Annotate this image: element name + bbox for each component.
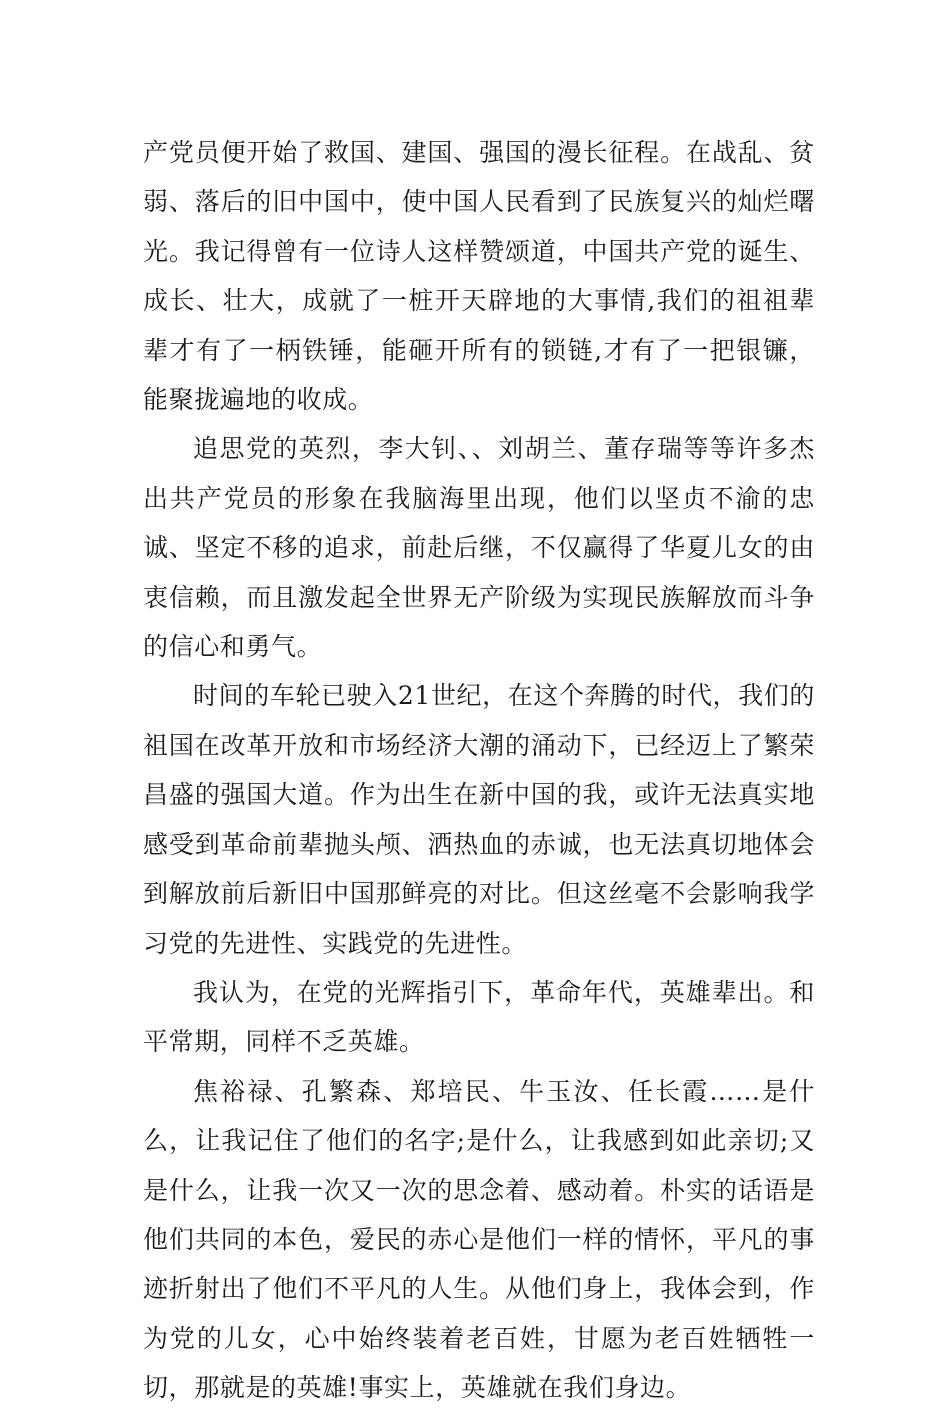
paragraph-2: 追思党的英烈，李大钊、、刘胡兰、董存瑞等等许多杰出共产党员的形象在我脑海里出现，他们以坚贞不渝的忠诚、坚定不移的追求，前赴后继，不仅赢得了华夏儿女的由衷信赖，而且激发起全世界无产阶级为实现民族解放而斗争的信心和勇气。 (143, 434, 815, 662)
paragraph-3: 时间的车轮已驶入21世纪，在这个奔腾的时代，我们的祖国在改革开放和市场经济大潮的涌动下，已经迈上了繁荣昌盛的强国大道。作为出生在新中国的我，或许无法真实地感受到革命前辈抛头颅、洒热血的赤诚，也无法真切地体会到解放前后新旧中国那鲜亮的对比。但这丝毫不会影响我学习党的先进性、实践党的先进性。 (143, 681, 815, 958)
document-body (143, 128, 815, 1413)
paragraph-5: 焦裕禄、孔繁森、郑培民、牛玉汝、任长霞……是什么，让我记住了他们的名字;是什么，让我感到如此亲切;又是什么，让我一次又一次的思念着、感动着。朴实的话语是他们共同的本色，爱民的赤心是他们一样的情怀，平凡的事迹折射出了他们不平凡的人生。从他们身上，我体会到，作为党的儿女，心中始终装着老百姓，甘愿为老百姓牺牲一切，那就是的英雄!事实上，英雄就在我们身边。 (143, 1076, 815, 1403)
paragraph-1: 产党员便开始了救国、建国、强国的漫长征程。在战乱、贫弱、落后的旧中国中，使中国人民看到了民族复兴的灿烂曙光。我记得曾有一位诗人这样赞颂道，中国共产党的诞生、成长、壮大，成就了一桩开天辟地的大事情,我们的祖祖辈辈才有了一柄铁锤，能砸开所有的锁链,才有了一把银镰，能聚拢遍地的收成。 (143, 138, 815, 415)
paragraph-4: 我认为，在党的光辉指引下，革命年代，英雄辈出。和平常期，同样不乏英雄。 (143, 977, 815, 1057)
